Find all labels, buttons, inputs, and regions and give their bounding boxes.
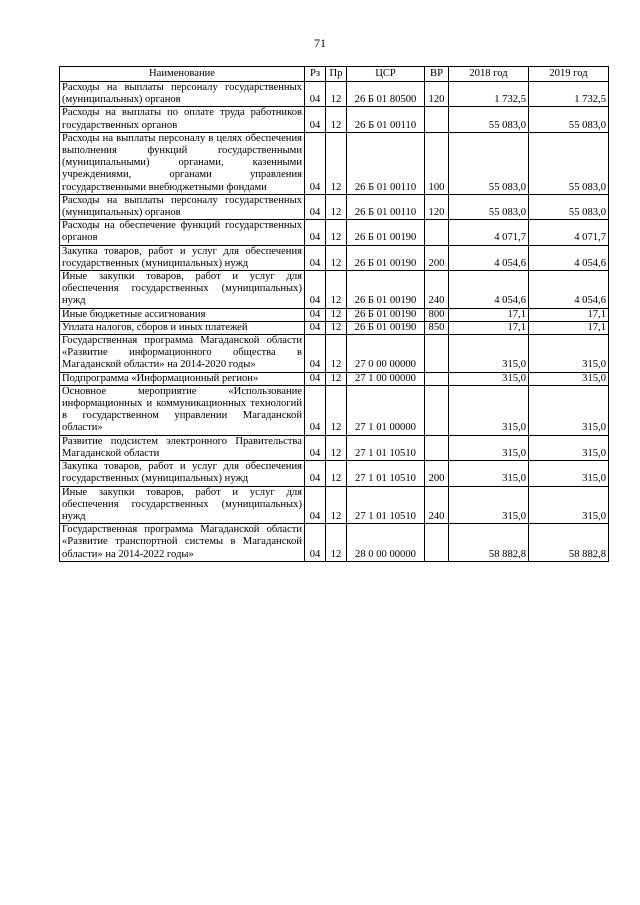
table-row bbox=[60, 245, 609, 270]
cell-pr: 12 bbox=[326, 321, 347, 334]
cell-2018: 315,0 bbox=[449, 461, 529, 486]
cell-2018: 315,0 bbox=[449, 486, 529, 524]
cell-rz: 04 bbox=[305, 132, 326, 194]
cell-pr: 12 bbox=[326, 308, 347, 321]
cell-rz: 04 bbox=[305, 524, 326, 562]
header-rz: Рз bbox=[305, 67, 326, 82]
cell-csr: 26 Б 01 00190 bbox=[347, 245, 425, 270]
cell-2019: 17,1 bbox=[529, 321, 609, 334]
cell-pr: 12 bbox=[326, 82, 347, 107]
cell-2018: 315,0 bbox=[449, 385, 529, 435]
table-body bbox=[60, 82, 609, 562]
cell-2019: 315,0 bbox=[529, 435, 609, 460]
cell-csr: 26 Б 01 00190 bbox=[347, 271, 425, 309]
cell-csr: 27 1 01 00000 bbox=[347, 385, 425, 435]
table-row bbox=[60, 372, 609, 385]
cell-pr: 12 bbox=[326, 335, 347, 373]
cell-csr: 26 Б 01 00190 bbox=[347, 308, 425, 321]
cell-vr: 850 bbox=[425, 321, 449, 334]
cell-rz: 04 bbox=[305, 245, 326, 270]
cell-vr: 120 bbox=[425, 82, 449, 107]
header-pr: Пр bbox=[326, 67, 347, 82]
cell-csr: 27 1 01 10510 bbox=[347, 486, 425, 524]
cell-rz: 04 bbox=[305, 321, 326, 334]
cell-name: Государственная программа Магаданской области «Развитие транспортной системы в Магаданской области» на 2014-2022 годы» bbox=[60, 524, 305, 562]
table-row bbox=[60, 82, 609, 107]
cell-2019: 4 054,6 bbox=[529, 245, 609, 270]
cell-vr bbox=[425, 220, 449, 245]
cell-rz: 04 bbox=[305, 335, 326, 373]
table-header bbox=[60, 67, 609, 82]
cell-vr bbox=[425, 335, 449, 373]
cell-2019: 55 083,0 bbox=[529, 132, 609, 194]
cell-pr: 12 bbox=[326, 435, 347, 460]
cell-rz: 04 bbox=[305, 486, 326, 524]
cell-name: Подпрограмма «Информационный регион» bbox=[60, 372, 305, 385]
cell-vr: 200 bbox=[425, 461, 449, 486]
cell-2019: 17,1 bbox=[529, 308, 609, 321]
cell-name: Иные закупки товаров, работ и услуг для обеспечения государственных (муниципальных) нужд bbox=[60, 486, 305, 524]
cell-name: Расходы на выплаты персоналу государственных (муниципальных) органов bbox=[60, 82, 305, 107]
header-name: Наименование bbox=[60, 67, 305, 82]
cell-2018: 55 083,0 bbox=[449, 107, 529, 132]
cell-vr: 100 bbox=[425, 132, 449, 194]
cell-rz: 04 bbox=[305, 82, 326, 107]
cell-vr: 240 bbox=[425, 486, 449, 524]
cell-name: Расходы на обеспечение функций государственных органов bbox=[60, 220, 305, 245]
cell-name: Уплата налогов, сборов и иных платежей bbox=[60, 321, 305, 334]
cell-rz: 04 bbox=[305, 385, 326, 435]
table-row bbox=[60, 132, 609, 194]
cell-name: Государственная программа Магаданской области «Развитие информационного общества в Магаданской области» на 2014-2020 годы» bbox=[60, 335, 305, 373]
cell-csr: 27 1 01 10510 bbox=[347, 461, 425, 486]
cell-name: Расходы на выплаты по оплате труда работников государственных органов bbox=[60, 107, 305, 132]
cell-2019: 55 083,0 bbox=[529, 107, 609, 132]
cell-rz: 04 bbox=[305, 107, 326, 132]
cell-vr bbox=[425, 385, 449, 435]
table-row bbox=[60, 107, 609, 132]
cell-csr: 26 Б 01 00190 bbox=[347, 220, 425, 245]
table-row bbox=[60, 385, 609, 435]
cell-pr: 12 bbox=[326, 372, 347, 385]
cell-csr: 27 1 00 00000 bbox=[347, 372, 425, 385]
cell-2019: 315,0 bbox=[529, 335, 609, 373]
cell-vr bbox=[425, 372, 449, 385]
cell-2019: 4 071,7 bbox=[529, 220, 609, 245]
cell-name: Закупка товаров, работ и услуг для обеспечения государственных (муниципальных) нужд bbox=[60, 245, 305, 270]
cell-2019: 1 732,5 bbox=[529, 82, 609, 107]
cell-csr: 26 Б 01 00110 bbox=[347, 107, 425, 132]
cell-2018: 55 083,0 bbox=[449, 194, 529, 219]
cell-pr: 12 bbox=[326, 486, 347, 524]
cell-2018: 17,1 bbox=[449, 321, 529, 334]
cell-pr: 12 bbox=[326, 132, 347, 194]
cell-csr: 27 0 00 00000 bbox=[347, 335, 425, 373]
cell-2018: 4 054,6 bbox=[449, 271, 529, 309]
cell-vr bbox=[425, 435, 449, 460]
cell-pr: 12 bbox=[326, 107, 347, 132]
table-row bbox=[60, 524, 609, 562]
cell-rz: 04 bbox=[305, 194, 326, 219]
cell-pr: 12 bbox=[326, 194, 347, 219]
cell-2018: 55 083,0 bbox=[449, 132, 529, 194]
cell-2019: 315,0 bbox=[529, 486, 609, 524]
cell-vr: 120 bbox=[425, 194, 449, 219]
header-vr: ВР bbox=[425, 67, 449, 82]
cell-2019: 315,0 bbox=[529, 385, 609, 435]
cell-2018: 1 732,5 bbox=[449, 82, 529, 107]
table-row bbox=[60, 435, 609, 460]
table-row bbox=[60, 220, 609, 245]
cell-pr: 12 bbox=[326, 271, 347, 309]
cell-vr: 800 bbox=[425, 308, 449, 321]
cell-2019: 55 083,0 bbox=[529, 194, 609, 219]
cell-2018: 17,1 bbox=[449, 308, 529, 321]
cell-vr bbox=[425, 107, 449, 132]
cell-rz: 04 bbox=[305, 461, 326, 486]
table-row bbox=[60, 461, 609, 486]
cell-2018: 4 071,7 bbox=[449, 220, 529, 245]
header-2018: 2018 год bbox=[449, 67, 529, 82]
budget-table bbox=[59, 66, 609, 562]
table-row bbox=[60, 321, 609, 334]
cell-csr: 26 Б 01 00190 bbox=[347, 321, 425, 334]
table-row bbox=[60, 194, 609, 219]
cell-vr bbox=[425, 524, 449, 562]
cell-name: Расходы на выплаты персоналу в целях обеспечения выполнения функций государственными (муниципальными) органами, казенными учреждениями, органами управления государственными внебюджетными фондами bbox=[60, 132, 305, 194]
header-2019: 2019 год bbox=[529, 67, 609, 82]
cell-2018: 315,0 bbox=[449, 435, 529, 460]
cell-pr: 12 bbox=[326, 220, 347, 245]
cell-pr: 12 bbox=[326, 524, 347, 562]
cell-name: Закупка товаров, работ и услуг для обеспечения государственных (муниципальных) нужд bbox=[60, 461, 305, 486]
cell-2019: 58 882,8 bbox=[529, 524, 609, 562]
cell-2018: 315,0 bbox=[449, 372, 529, 385]
table-row bbox=[60, 308, 609, 321]
cell-2018: 58 882,8 bbox=[449, 524, 529, 562]
cell-name: Развитие подсистем электронного Правительства Магаданской области bbox=[60, 435, 305, 460]
cell-name: Основное мероприятие «Использование информационных и коммуникационных технологий в государственном управлении Магаданской области» bbox=[60, 385, 305, 435]
page-number: 71 bbox=[314, 36, 326, 50]
cell-2019: 315,0 bbox=[529, 461, 609, 486]
cell-rz: 04 bbox=[305, 220, 326, 245]
header-csr: ЦСР bbox=[347, 67, 425, 82]
cell-2019: 4 054,6 bbox=[529, 271, 609, 309]
cell-name: Иные бюджетные ассигнования bbox=[60, 308, 305, 321]
cell-pr: 12 bbox=[326, 461, 347, 486]
cell-2019: 315,0 bbox=[529, 372, 609, 385]
cell-pr: 12 bbox=[326, 245, 347, 270]
cell-pr: 12 bbox=[326, 385, 347, 435]
cell-csr: 26 Б 01 80500 bbox=[347, 82, 425, 107]
table-row bbox=[60, 486, 609, 524]
cell-csr: 28 0 00 00000 bbox=[347, 524, 425, 562]
table-row bbox=[60, 271, 609, 309]
cell-csr: 27 1 01 10510 bbox=[347, 435, 425, 460]
cell-name: Иные закупки товаров, работ и услуг для обеспечения государственных (муниципальных) нужд bbox=[60, 271, 305, 309]
cell-vr: 200 bbox=[425, 245, 449, 270]
cell-rz: 04 bbox=[305, 308, 326, 321]
cell-rz: 04 bbox=[305, 435, 326, 460]
table-row bbox=[60, 335, 609, 373]
cell-csr: 26 Б 01 00110 bbox=[347, 194, 425, 219]
cell-rz: 04 bbox=[305, 372, 326, 385]
cell-rz: 04 bbox=[305, 271, 326, 309]
header-row bbox=[60, 67, 609, 82]
cell-vr: 240 bbox=[425, 271, 449, 309]
cell-2018: 315,0 bbox=[449, 335, 529, 373]
cell-2018: 4 054,6 bbox=[449, 245, 529, 270]
cell-csr: 26 Б 01 00110 bbox=[347, 132, 425, 194]
cell-name: Расходы на выплаты персоналу государственных (муниципальных) органов bbox=[60, 194, 305, 219]
